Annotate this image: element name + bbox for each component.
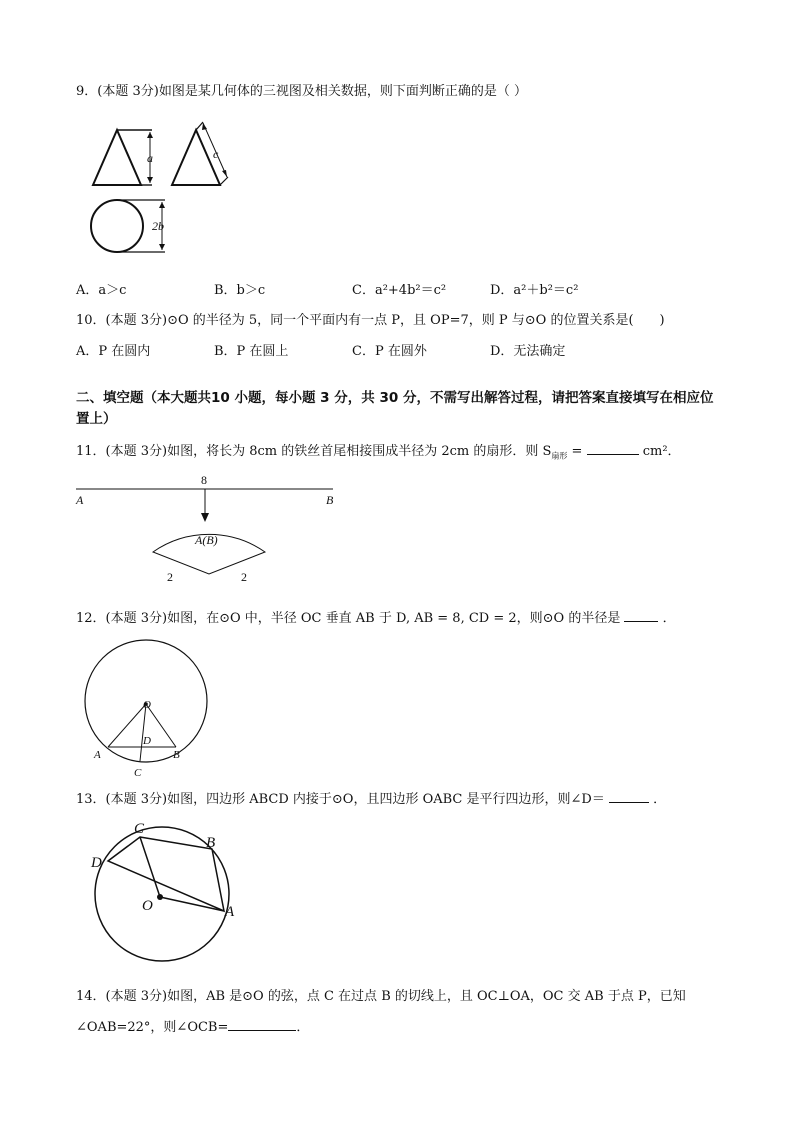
- svg-text:A(B): A(B): [195, 533, 218, 547]
- svg-text:B: B: [173, 749, 180, 761]
- q12-stem: 12．(本题 3分)如图，在⊙O 中，半径 OC 垂直 AB 于 D, AB = 8, CD = 2，则⊙O 的半径是 ．: [76, 611, 676, 626]
- q14-stem-line1: 14．(本题 3分)如图，AB 是⊙O 的弦，点 C 在过点 B 的切线上，且 OC⊥OA，OC 交 AB 于点 P，已知: [76, 989, 686, 1004]
- label-a: a: [147, 151, 153, 165]
- svg-text:D: D: [143, 735, 151, 747]
- section-heading: 二、填空题（本大题共10 小题，每小题 3 分，共 30 分，不需写出解答过程，请把答案直接填写在相应位: [76, 390, 714, 406]
- q13-stem: 13．(本题 3分)如图，四边形 ABCD 内接于⊙O，且四边形 OABC 是平行四边形，则∠D＝ ．: [76, 792, 667, 807]
- q9-option-b: B．b＞c: [214, 283, 266, 298]
- q13-inscribed-quad-figure: [86, 815, 271, 965]
- svg-text:A: A: [76, 493, 84, 507]
- q10-option-d: D．无法确定: [490, 344, 566, 359]
- svg-text:A: A: [225, 904, 235, 920]
- svg-text:D: D: [91, 855, 102, 871]
- section-heading-cont: 置上）: [76, 411, 117, 427]
- answer-blank[interactable]: [228, 1018, 296, 1031]
- q12-circle-figure: [80, 632, 215, 782]
- svg-text:A: A: [94, 749, 101, 761]
- q10-option-b: B．P 在圆上: [214, 344, 289, 359]
- svg-text:O: O: [142, 898, 153, 914]
- q10-option-c: C．P 在圆外: [352, 344, 427, 359]
- svg-text:C: C: [134, 767, 142, 779]
- answer-blank[interactable]: [587, 442, 639, 455]
- label-c: c: [213, 147, 219, 161]
- svg-text:B: B: [206, 835, 216, 851]
- q9-three-view-figure: [85, 120, 255, 260]
- svg-text:2: 2: [241, 570, 247, 584]
- svg-text:C: C: [134, 821, 145, 837]
- q10-stem: 10．(本题 3分)⊙O 的半径为 5，同一个平面内有一点 P，且 OP=7，则 P 与⊙O 的位置关系是( ): [76, 313, 665, 328]
- svg-text:2: 2: [167, 570, 173, 584]
- svg-text:8: 8: [201, 473, 207, 487]
- front-view-triangle: [93, 130, 141, 185]
- svg-text:O: O: [143, 699, 151, 711]
- answer-blank[interactable]: [609, 790, 649, 803]
- svg-text:B: B: [326, 493, 334, 507]
- q9-option-a: A．a＞c: [76, 283, 127, 298]
- q9-option-d: D．a²＋b²＝c²: [490, 283, 579, 298]
- q9-option-c: C．a²+4b²＝c²: [352, 283, 447, 298]
- q10-option-a: A．P 在圆内: [76, 344, 151, 359]
- q11-stem: 11．(本题 3分)如图，将长为 8cm 的铁丝首尾相接围成半径为 2cm 的扇形．则 $S_{扇形} = cm^2$．: [76, 444, 681, 461]
- top-view-circle: [91, 200, 143, 252]
- q9-stem: 9．(本题 3分)如图是某几何体的三视图及相关数据，则下面判断正确的是（ ）: [76, 84, 527, 99]
- q11-sector-figure: [76, 472, 346, 592]
- label-2b: 2b: [152, 219, 164, 233]
- answer-blank[interactable]: [624, 609, 658, 622]
- q14-stem-line2: ∠OAB=22°，则∠OCB= ．: [76, 1020, 310, 1035]
